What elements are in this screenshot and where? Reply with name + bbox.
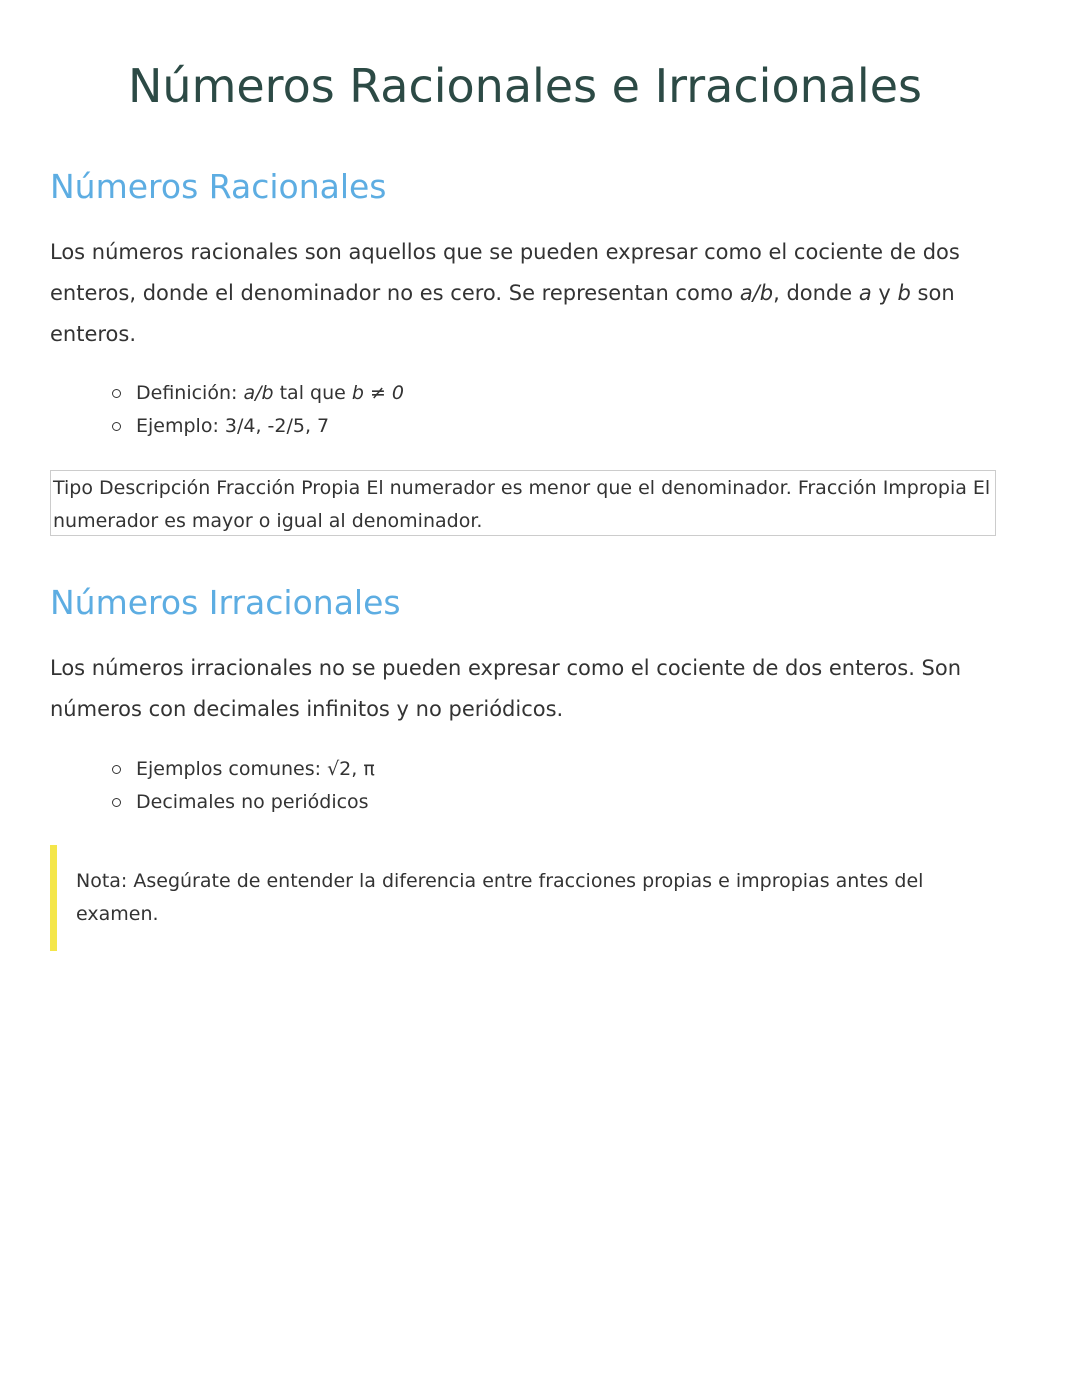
circle-bullet-icon — [112, 422, 121, 431]
list-item-definicion — [112, 377, 404, 410]
bullet-list-racionales — [112, 377, 404, 443]
list-item-decimales — [112, 786, 375, 819]
list-item-text: Ejemplos comunes: √2, π — [136, 758, 375, 780]
circle-bullet-icon — [112, 389, 121, 398]
list-item-text: Ejemplo: 3/4, -2/5, 7 — [136, 415, 330, 437]
math-fraction-a-b: a/b — [739, 281, 774, 305]
fraction-types-table: Tipo Descripción Fracción Propia El numerador es menor que el denominador. Fracción Impropia El numerador es mayor o igual al denominador. — [50, 470, 996, 536]
list-item-ejemplo — [112, 410, 404, 443]
note-text: Nota: Asegúrate de entender la diferencia entre fracciones propias e impropias antes del examen. — [76, 870, 924, 925]
paragraph-irracionales: Los números irracionales no se pueden expresar como el cociente de dos enteros. Son números con decimales infinitos y no periódicos. — [50, 656, 962, 721]
circle-bullet-icon — [112, 765, 121, 774]
list-item-text: Definición: — [136, 382, 244, 404]
paragraph-racionales — [50, 232, 1010, 355]
section-heading-racionales: Números Racionales — [50, 167, 387, 206]
math-fraction-a-b: a/b — [243, 382, 274, 404]
list-item-text: tal que — [273, 382, 352, 404]
math-condition: b ≠ 0 — [351, 382, 405, 404]
note-callout — [50, 845, 950, 951]
paragraph-text: y — [871, 281, 898, 305]
paragraph-text: son enteros. — [50, 281, 955, 346]
bullet-list-irracionales — [112, 753, 375, 819]
circle-bullet-icon — [112, 798, 121, 807]
math-variable-a: a — [858, 281, 872, 305]
section-heading-irracionales: Números Irracionales — [50, 583, 401, 622]
page-title: Números Racionales e Irracionales — [128, 59, 922, 113]
math-variable-b: b — [897, 281, 911, 305]
paragraph-text: , donde — [773, 281, 859, 305]
list-item-text: Decimales no periódicos — [136, 791, 369, 813]
paragraph-text: Los números racionales son aquellos que se pueden expresar como el cociente de dos enteros, donde el denominador no es cero. Se representan como — [50, 240, 960, 305]
list-item-ejemplos-comunes — [112, 753, 375, 786]
